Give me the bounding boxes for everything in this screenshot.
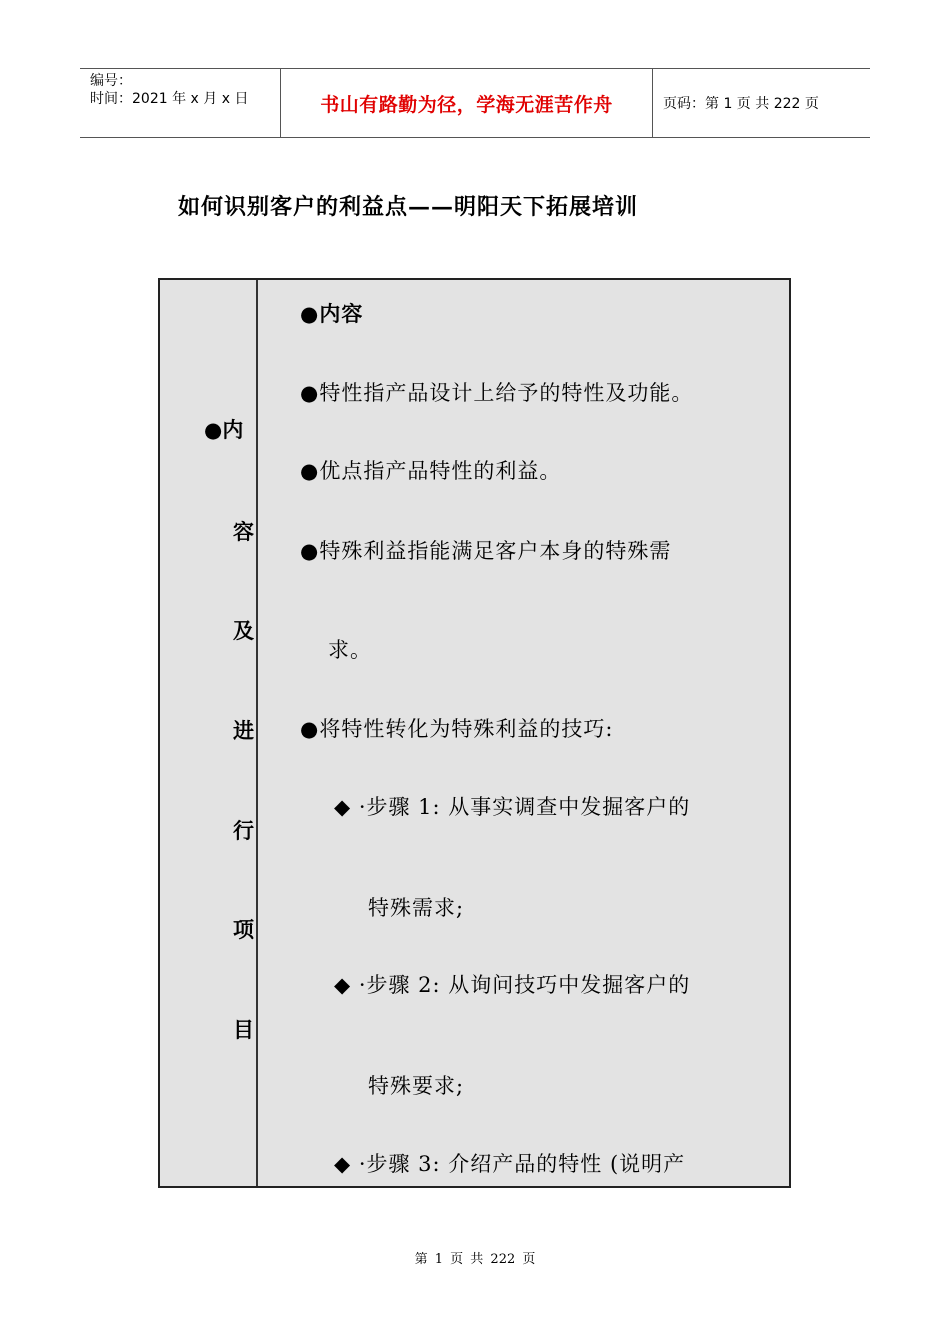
content-heading: ●内容 xyxy=(300,302,364,326)
content-step-line: ◆ ·步骤 3: 介绍产品的特性 (说明产 xyxy=(334,1152,686,1176)
header-page-info: 页码：第 1 页 共 222 页 xyxy=(663,96,819,112)
left-label-char: 容 xyxy=(233,520,254,544)
left-label-char: 目 xyxy=(233,1018,254,1042)
left-label-char: 行 xyxy=(233,819,254,843)
header-motto-cell xyxy=(281,69,653,137)
page-footer: 第 1 页 共 222 页 xyxy=(414,1252,536,1267)
content-line: ●优点指产品特性的利益。 xyxy=(300,459,562,483)
number-label: 编号： xyxy=(90,73,132,89)
page-header xyxy=(80,68,870,138)
content-step-line: ◆ ·步骤 2: 从询问技巧中发掘客户的 xyxy=(334,973,691,997)
left-label-char: 项 xyxy=(233,918,254,942)
left-label-char: 进 xyxy=(233,719,254,743)
content-line: ●特殊利益指能满足客户本身的特殊需 xyxy=(300,539,672,563)
column-divider xyxy=(256,280,258,1186)
content-line: 求。 xyxy=(328,638,372,662)
content-step-line: 特殊需求; xyxy=(368,896,465,920)
left-label-char: ●内 xyxy=(204,418,244,442)
content-step-line: ◆ ·步骤 1: 从事实调查中发掘客户的 xyxy=(334,795,691,819)
left-column xyxy=(160,280,256,1186)
content-line: ●特性指产品设计上给予的特性及功能。 xyxy=(300,381,694,405)
content-line: ●将特性转化为特殊利益的技巧: xyxy=(300,717,614,741)
time-label: 时间：2021 年 x 月 x 日 xyxy=(90,91,249,107)
left-label-char: 及 xyxy=(233,619,254,643)
document-title: 如何识别客户的利益点——明阳天下拓展培训 xyxy=(178,194,639,220)
header-meta xyxy=(80,69,281,137)
content-step-line: 特殊要求; xyxy=(368,1074,465,1098)
content-table xyxy=(158,278,791,1188)
header-motto: 书山有路勤为径，学海无涯苦作舟 xyxy=(320,93,613,116)
